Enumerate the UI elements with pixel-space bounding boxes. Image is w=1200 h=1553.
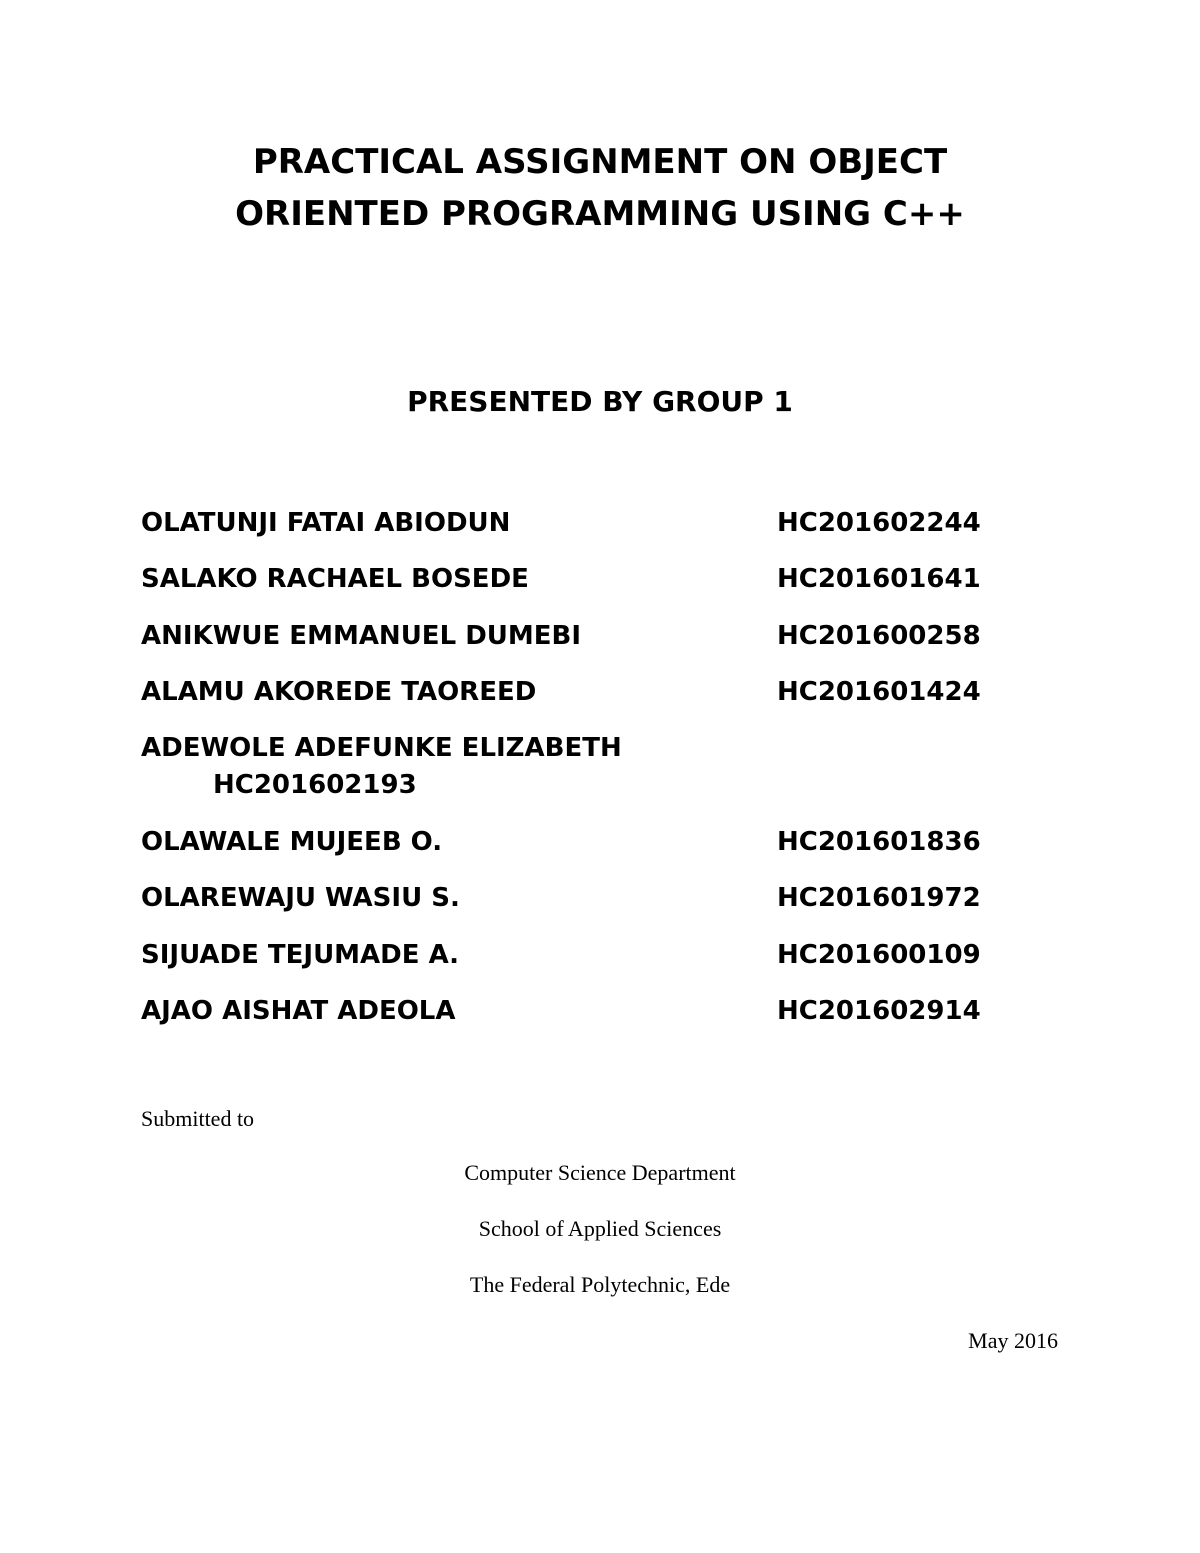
member-name: OLAWALE MUJEEB O. (141, 827, 443, 858)
member-id: HC201601836 (777, 827, 981, 858)
member-id: HC201600258 (777, 620, 981, 651)
member-name: OLATUNJI FATAI ABIODUN (141, 508, 511, 538)
member-name: ADEWOLE ADEFUNKE ELIZABETH (141, 733, 622, 764)
member-row (141, 559, 1041, 615)
submitted-to-label: Submitted to (141, 1106, 255, 1131)
member-row (141, 728, 1041, 822)
member-row (141, 935, 1041, 991)
member-name: AJAO AISHAT ADEOLA (141, 996, 456, 1027)
institution-name: The Federal Polytechnic, Ede (469, 1272, 731, 1297)
member-row (141, 822, 1041, 878)
member-row (141, 878, 1041, 934)
member-id: HC201600109 (777, 939, 981, 970)
member-name: OLAREWAJU WASIU S. (141, 883, 460, 914)
member-name: ANIKWUE EMMANUEL DUMEBI (141, 620, 582, 651)
title-line-1: PRACTICAL ASSIGNMENT ON OBJECT (252, 142, 948, 182)
member-row (141, 616, 1041, 672)
member-id: HC201602244 (777, 508, 981, 538)
member-row (141, 672, 1041, 728)
member-id: HC201601641 (777, 564, 981, 595)
title-line-2: ORIENTED PROGRAMMING USING C++ (235, 194, 965, 234)
member-name: SIJUADE TEJUMADE A. (141, 939, 460, 970)
member-row (141, 991, 1041, 1047)
member-name: SALAKO RACHAEL BOSEDE (141, 564, 529, 595)
member-name: ALAMU AKOREDE TAOREED (141, 676, 537, 707)
submission-date: May 2016 (968, 1328, 1058, 1353)
member-id: HC201601424 (777, 676, 981, 707)
member-id: HC201601972 (777, 883, 981, 914)
member-id: HC201602193 (213, 770, 417, 801)
member-list (141, 503, 1041, 1047)
school-name: School of Applied Sciences (478, 1216, 722, 1241)
member-id: HC201602914 (777, 996, 981, 1027)
department-name: Computer Science Department (464, 1160, 736, 1185)
member-row (141, 503, 1041, 559)
group-heading: PRESENTED BY GROUP 1 (407, 385, 793, 418)
document-title (0, 136, 1200, 240)
